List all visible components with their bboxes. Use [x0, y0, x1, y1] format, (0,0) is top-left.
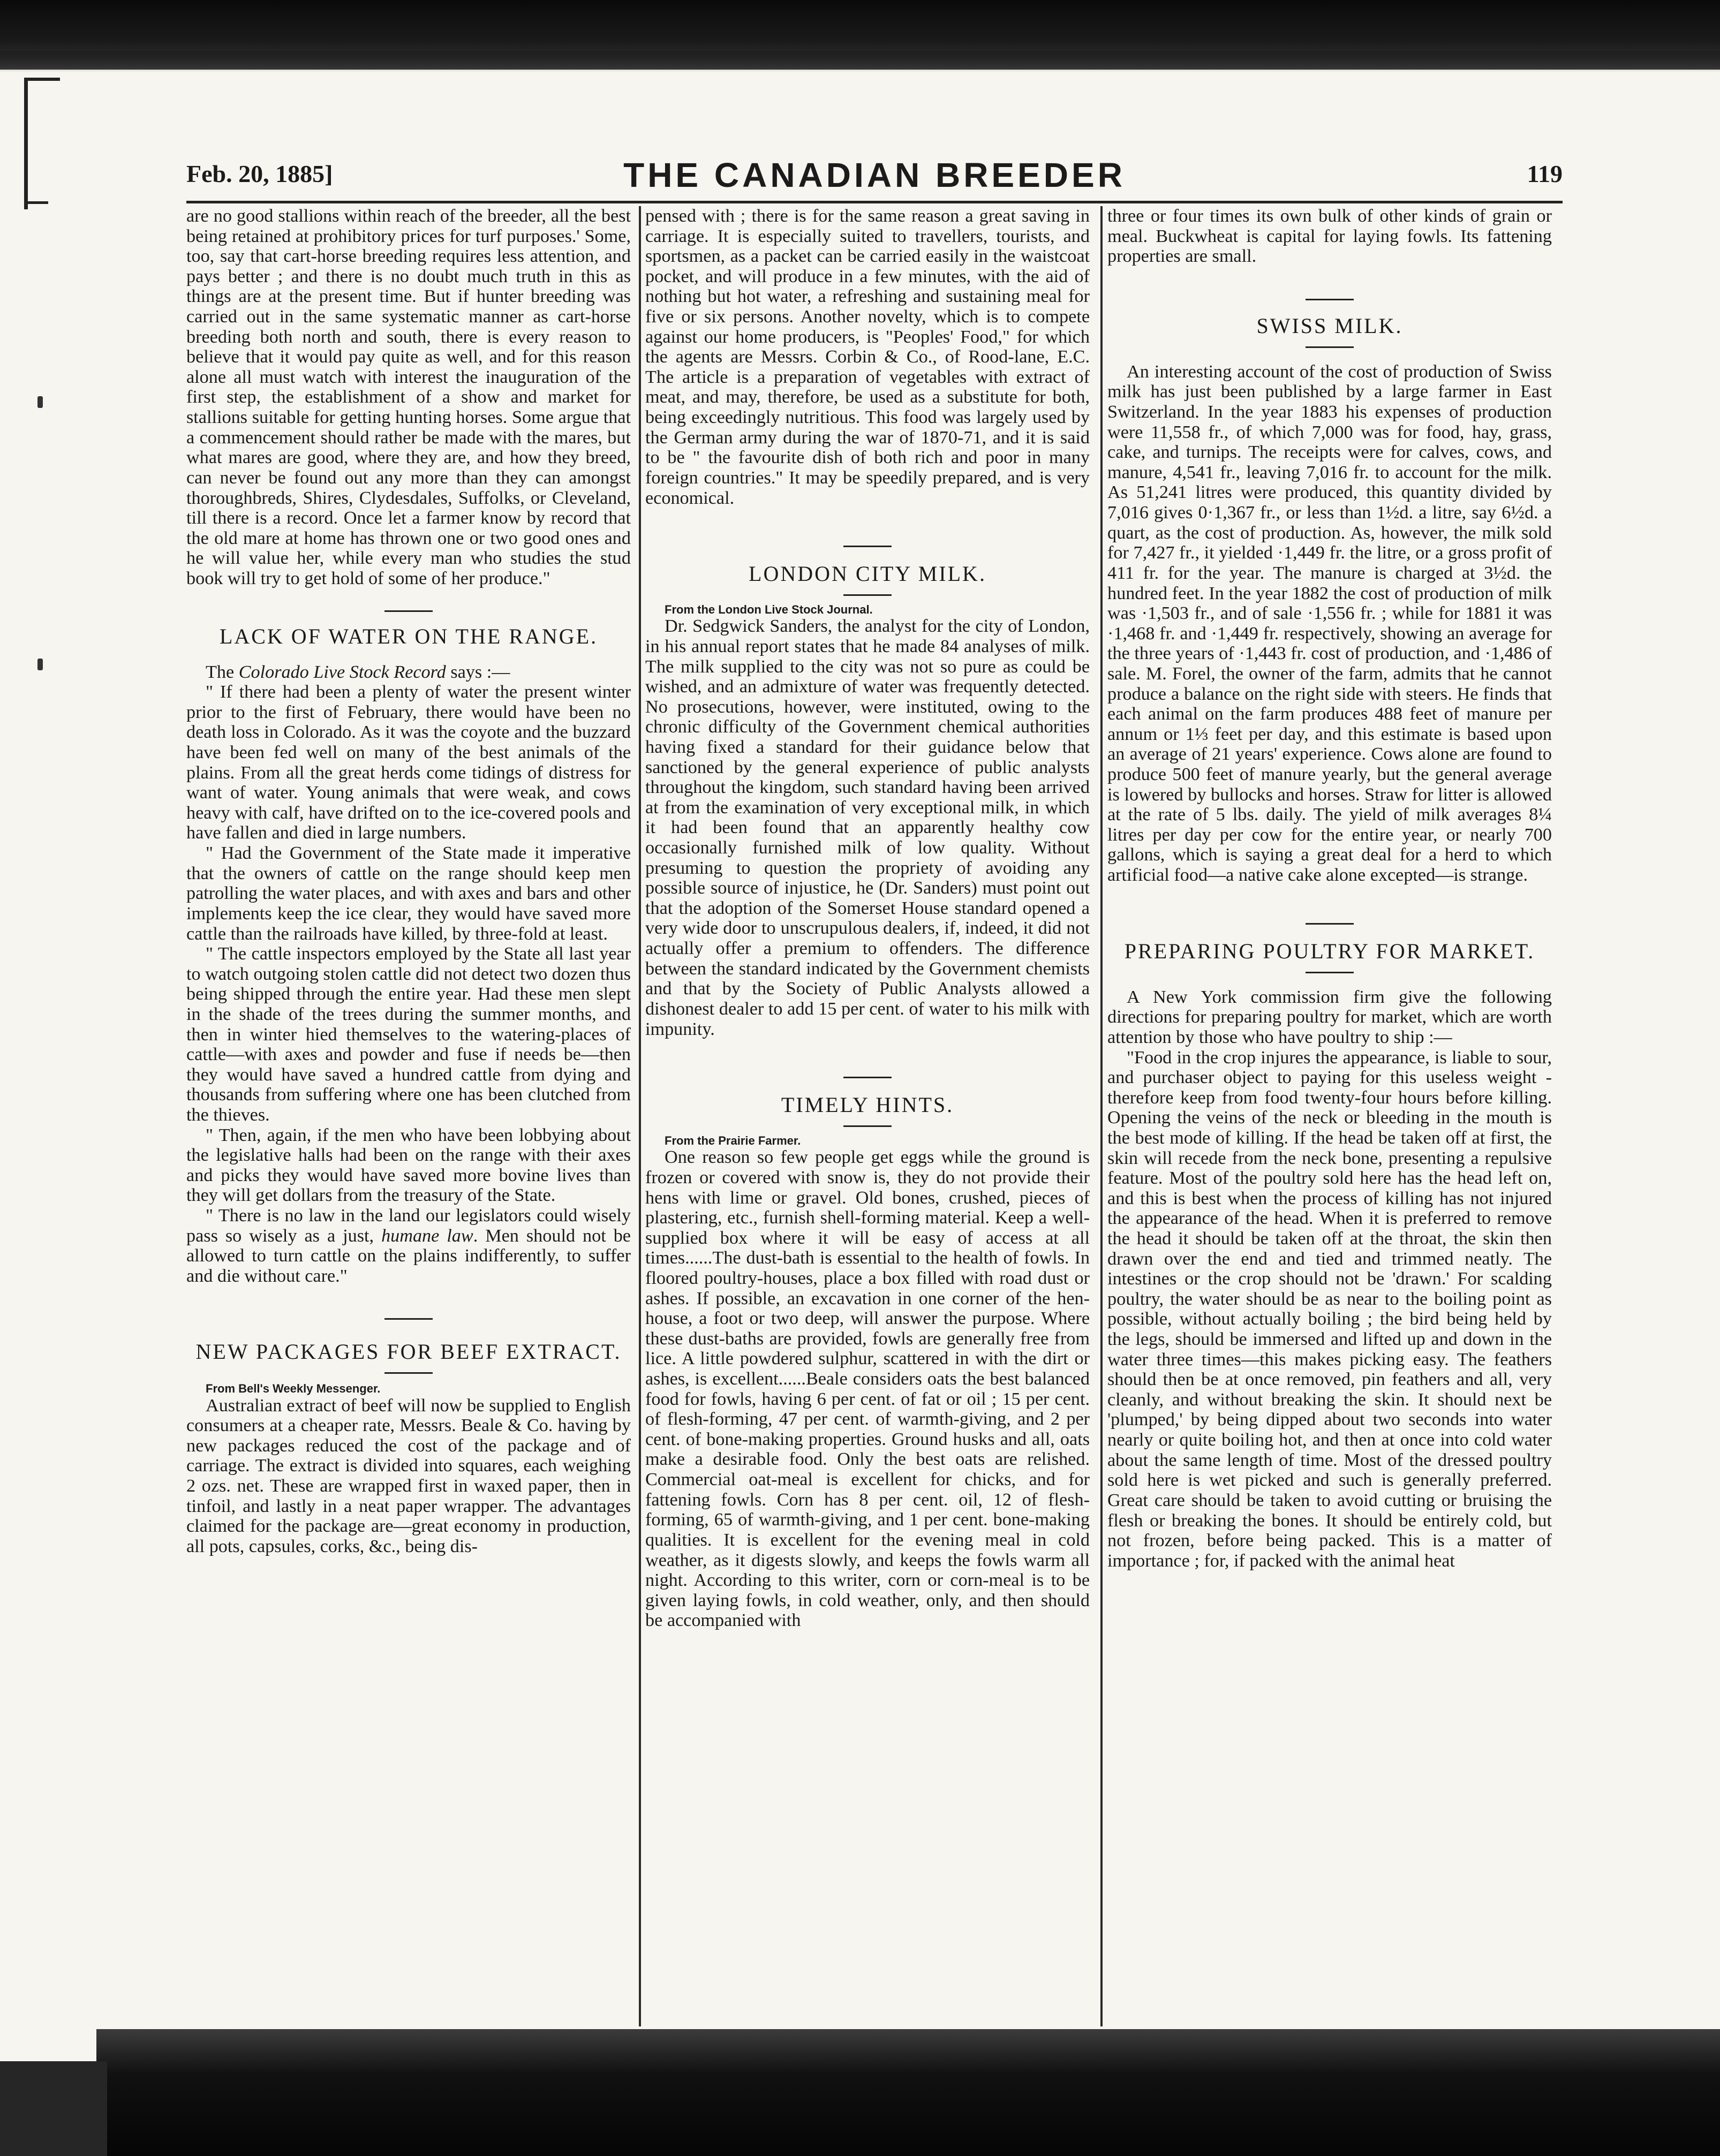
scan-corner-shadow — [0, 2061, 107, 2156]
continued-paragraph: pensed with ; there is for the same reason a great saving in carriage. It is especially suited to travellers, tourists, and sportsmen, as a packet can be carried easily in the waistcoat pocket, and will produce in a few minutes, with the aid of nothing but hot water, a refreshing and sustaining meal for five or six persons. Another novelty, which is to compete against our home producers, is "Peoples' Food," for which the agents are Messrs. Corbin & Co., of Rood-lane, E.C. The article is a preparation of vegetables with extract of meat, and may, therefore, be used as a substitute for both, being exceedingly nutritious. This food was largely used by the German army during the war of 1870-71, and it is said to be " the favourite dish of both rich and poor in many foreign countries." It may be speedily prepared, and is very economical. — [645, 206, 1090, 508]
article-paragraph: An interesting account of the cost of production of Swiss milk has just been published by a large farmer in East Switzerland. In the year 1883 his expenses of production were 11,558 fr., of which 7,000 was for food, hay, grass, cake, and turnips. The receipts were for calves, cows, and manure, 4,541 fr., leaving 7,016 fr. to account for the milk. As 51,241 litres were produced, this quantity divided by 7,016 gives 0·1,367 fr., or less than 1½d. a litre, say 6½d. a quart, as the cost of production. As, however, the milk sold for 7,427 fr., it yielded ·1,449 fr. the litre, or a gross profit of 411 fr. for the year. The manure is charged at 3½d. the hundred feet. In the year 1882 the cost of production of milk was ·1,503 fr., and of sale ·1,556 fr. ; while for 1881 it was ·1,468 fr. and ·1,449 fr. respectively, showing an average for the three years of ·1,443 fr. cost of production, and ·1,486 of sale. M. Forel, the owner of the farm, admits that he cannot produce a balance on the right side with steers. He finds that each animal on the farm produces 488 feet of manure per annum or 1⅓ feet per day, and this estimate is based upon an average of 21 years' experience. Cows alone are found to produce 500 feet of manure yearly, but the general average is lowered by bullocks and horses. Straw for litter is allowed at the rate of 5 lbs. daily. The yield of milk averages 8¼ litres per day per cow for the entire year, or nearly 700 gallons, which is saying a great deal for a herd to which artificial food—a native cake alone excepted—is strange. — [1107, 361, 1552, 886]
column-2 — [645, 206, 1090, 2026]
column-rule — [1100, 206, 1103, 2026]
column-3 — [1107, 206, 1552, 2026]
article-heading: SWISS MILK. — [1256, 313, 1403, 338]
article-source: From Bell's Weekly Messenger. — [206, 1382, 381, 1396]
section-divider — [1306, 346, 1354, 348]
continued-paragraph: are no good stallions within reach of the breeder, all the best being retained at prohibitory prices for turf purposes.' Some, too, say that cart-horse breeding requires less attention, and pays better ; and there is no doubt much truth in this as things are at the present time. But if hunter breeding was carried out in the same systematic manner as cart-horse breeding both north and south, there is every reason to believe that it would pay quite as well, and for this reason alone all must watch with interest the inauguration of the first step, the establishment of a show and market for stallions suitable for getting hunting horses. Some argue that a commencement should rather be made with the mares, but what mares are good, where they are, and how they breed, can never be found out any more than they can amongst thoroughbreds, Shires, Clydesdales, Suffolks, or Cleveland, till there is a record. Once let a farmer know by record that the old mare at home has thrown one or two good ones and he will value her, while every man who studies the stud book will try to get hold of some of her produce." — [186, 206, 631, 588]
column-rule — [639, 206, 641, 2026]
section-divider — [1306, 923, 1354, 925]
article-heading: PREPARING POULTRY FOR MARKET. — [1124, 939, 1535, 963]
section-divider — [843, 546, 892, 547]
article-paragraph: " The cattle inspectors employed by the State all last year to watch outgoing stolen cattle did not detect two dozen thus being shipped through the entire year. Had these men slept in the shade of the trees during the summer months, and then in winter hied themselves to the watering-places of cattle—with axes and powder and fuse if needs be—then they would have saved a hundred cattle from dying and thousands from suffering where one has been clutched from the thieves. — [186, 944, 631, 1125]
section-divider — [384, 610, 433, 612]
article-paragraph: "Food in the crop injures the appearance, is liable to sour, and purchaser object to paying for this useless weight - therefore keep from food twenty-four hours before killing. Opening the veins of the neck or bleeding in the mouth is the best mode of killing. If the head be taken off at first, the skin will recede from the neck bone, presenting a repulsive feature. Most of the poultry sold here has the head left on, and this is best when the process of killing has not injured the appearance of the head. When it is preferred to remove the head it should be taken off at the throat, the skin then drawn over the end and tied and trimmed neatly. The intestines or the crop should not be 'drawn.' For scalding poultry, the water should be as near to the boiling point as possible, without actually boiling ; the bird being held by the legs, should be immersed and lifted up and down in the water three times—this makes picking easy. The feathers should then be at once removed, pin feathers and all, very cleanly, and without breaking the skin. It should next be 'plumped,' by being dipped about two seconds into water nearly or quite boiling hot, and then at once into cold water about the same length of time. Most of the dressed poultry sold here is wet picked and such is generally preferred. Great care should be taken to avoid cutting or bruising the flesh or breaking the bones. It should be entirely cold, but not frozen, before being packed. This is a matter of importance ; for, if packed with the animal heat — [1107, 1047, 1552, 1571]
article-paragraph: A New York commission firm give the following directions for preparing poultry for market, which are worth attention by those who have poultry to ship :— — [1107, 987, 1552, 1047]
binding-bracket — [24, 78, 60, 209]
article-paragraph: Dr. Sedgwick Sanders, the analyst for the city of London, in his annual report states that he made 84 analyses of milk. The milk supplied to the city was not so pure as could be wished, and an admixture of water was frequently detected. No prosecutions, however, were instituted, owing to the chronic difficulty of the Government chemical authorities having fixed a standard for their guidance below that sanctioned by the general experience of public analysts throughout the kingdom, such standard having been arrived at from the examination of very exceptional milk, in which it had been found that an apparently healthy cow occasionally furnished milk of low quality. Without presuming to question the propriety of avoiding any possible source of injustice, he (Dr. Sanders) must point out that the adoption of the Somerset House standard opened a very wide door to unscrupulous dealers, if, indeed, it did not actually offer a premium to offenders. The difference between the standard indicated by the Government chemists and that by the Society of Public Analysts allowed a dishonest dealer to add 15 per cent. of water to his milk with impunity. — [645, 616, 1090, 1039]
article-paragraph: The Colorado Live Stock Record says :— — [206, 662, 510, 682]
section-divider — [843, 1077, 892, 1078]
continued-paragraph: three or four times its own bulk of other kinds of grain or meal. Buckwheat is capital for laying fowls. Its fattening properties are small. — [1107, 206, 1552, 267]
article-paragraph: Australian extract of beef will now be supplied to English consumers at a cheaper rate, Messrs. Beale & Co. having by new packages reduced the cost of the package and of carriage. The extract is divided into squares, each weighing 2 ozs. net. These are wrapped first in waxed paper, then in tinfoil, and lastly in a neat paper wrapper. The advantages claimed for the package are—great economy in production, all pots, capsules, corks, &c., being dis- — [186, 1395, 631, 1556]
article-source: From the Prairie Farmer. — [665, 1134, 801, 1148]
margin-mark — [37, 659, 43, 670]
section-divider — [843, 1125, 892, 1127]
scan-bottom-shadow — [96, 2029, 1720, 2156]
article-heading: LACK OF WATER ON THE RANGE. — [219, 624, 598, 648]
issue-date: Feb. 20, 1885] — [186, 160, 333, 187]
article-heading: TIMELY HINTS. — [781, 1093, 954, 1117]
article-paragraph: " Then, again, if the men who have been lobbying about the legislative halls had been on the range with their axes and picks they would have saved more bovine lives than they will get dollars from the treasury of the State. — [186, 1125, 631, 1206]
margin-mark — [37, 396, 43, 408]
section-divider — [384, 1318, 433, 1320]
page-header — [186, 155, 1563, 198]
section-divider — [843, 594, 892, 596]
masthead-title: THE CANADIAN BREEDER — [623, 156, 1126, 194]
scan-top-shadow — [0, 0, 1720, 70]
page-number: 119 — [1527, 160, 1563, 187]
article-paragraph: One reason so few people get eggs while the ground is frozen or covered with snow is, they do not provide their hens with lime or gravel. Old bones, crushed, pieces of plastering, etc., furnish shell-forming material. Keep a well-supplied box where it will be easy of access at all times......The dust-bath is essential to the health of fowls. In floored poultry-houses, place a box filled with road dust or ashes. If possible, an excavation in one corner of the hen-house, a foot or two deep, will answer the purpose. Where these dust-baths are provided, fowls are generally free from lice. A little powdered sulphur, scattered in with the dirt or ashes, is excellent......Beale considers oats the best balanced food for fowls, having 6 per cent. of fat or oil ; 15 per cent. of flesh-forming, 47 per cent. of warmth-giving, and 2 per cent. of bone-making properties. Ground husks and all, oats make a desirable food. Only the best oats are relished. Commercial oat-meal is excellent for chicks, and for fattening fowls. Corn has 8 per cent. oil, 12 of flesh-forming, 65 of warmth-giving, and 1 per cent. bone-making qualities. It is excellent for the evening meal in cold weather, as it digests slowly, and keeps the fowls warm all night. According to this writer, corn or corn-meal is to be given laying fowls, in cold weather, only, and then should be accompanied with — [645, 1147, 1090, 1631]
article-heading: LONDON CITY MILK. — [749, 562, 986, 586]
column-1 — [186, 206, 631, 2026]
article-paragraph: " There is no law in the land our legislators could wisely pass so wisely as a just, humane law. Men should not be allowed to turn cattle on the plains indifferently, to suffer and die without care." — [186, 1206, 631, 1286]
section-divider — [1306, 299, 1354, 300]
section-divider — [1306, 972, 1354, 973]
article-paragraph: " If there had been a plenty of water the present winter prior to the first of February, there would have been no death loss in Colorado. As it was the coyote and the buzzard have been fed well on many of the best animals of the plains. From all the great herds come tidings of distress for want of water. Young animals that were weak, and cows heavy with calf, have drifted on to the ice-covered pools and have fallen and died in large numbers. — [186, 682, 631, 843]
header-rule — [186, 201, 1563, 203]
section-divider — [384, 1372, 433, 1374]
article-paragraph: " Had the Government of the State made it imperative that the owners of cattle on the range should keep men patrolling the water places, and with axes and bars and other implements keep the ice clear, they would have saved more cattle than the railroads have killed, by three-fold at least. — [186, 843, 631, 944]
article-heading: NEW PACKAGES FOR BEEF EXTRACT. — [195, 1340, 622, 1364]
article-source: From the London Live Stock Journal. — [665, 603, 873, 617]
